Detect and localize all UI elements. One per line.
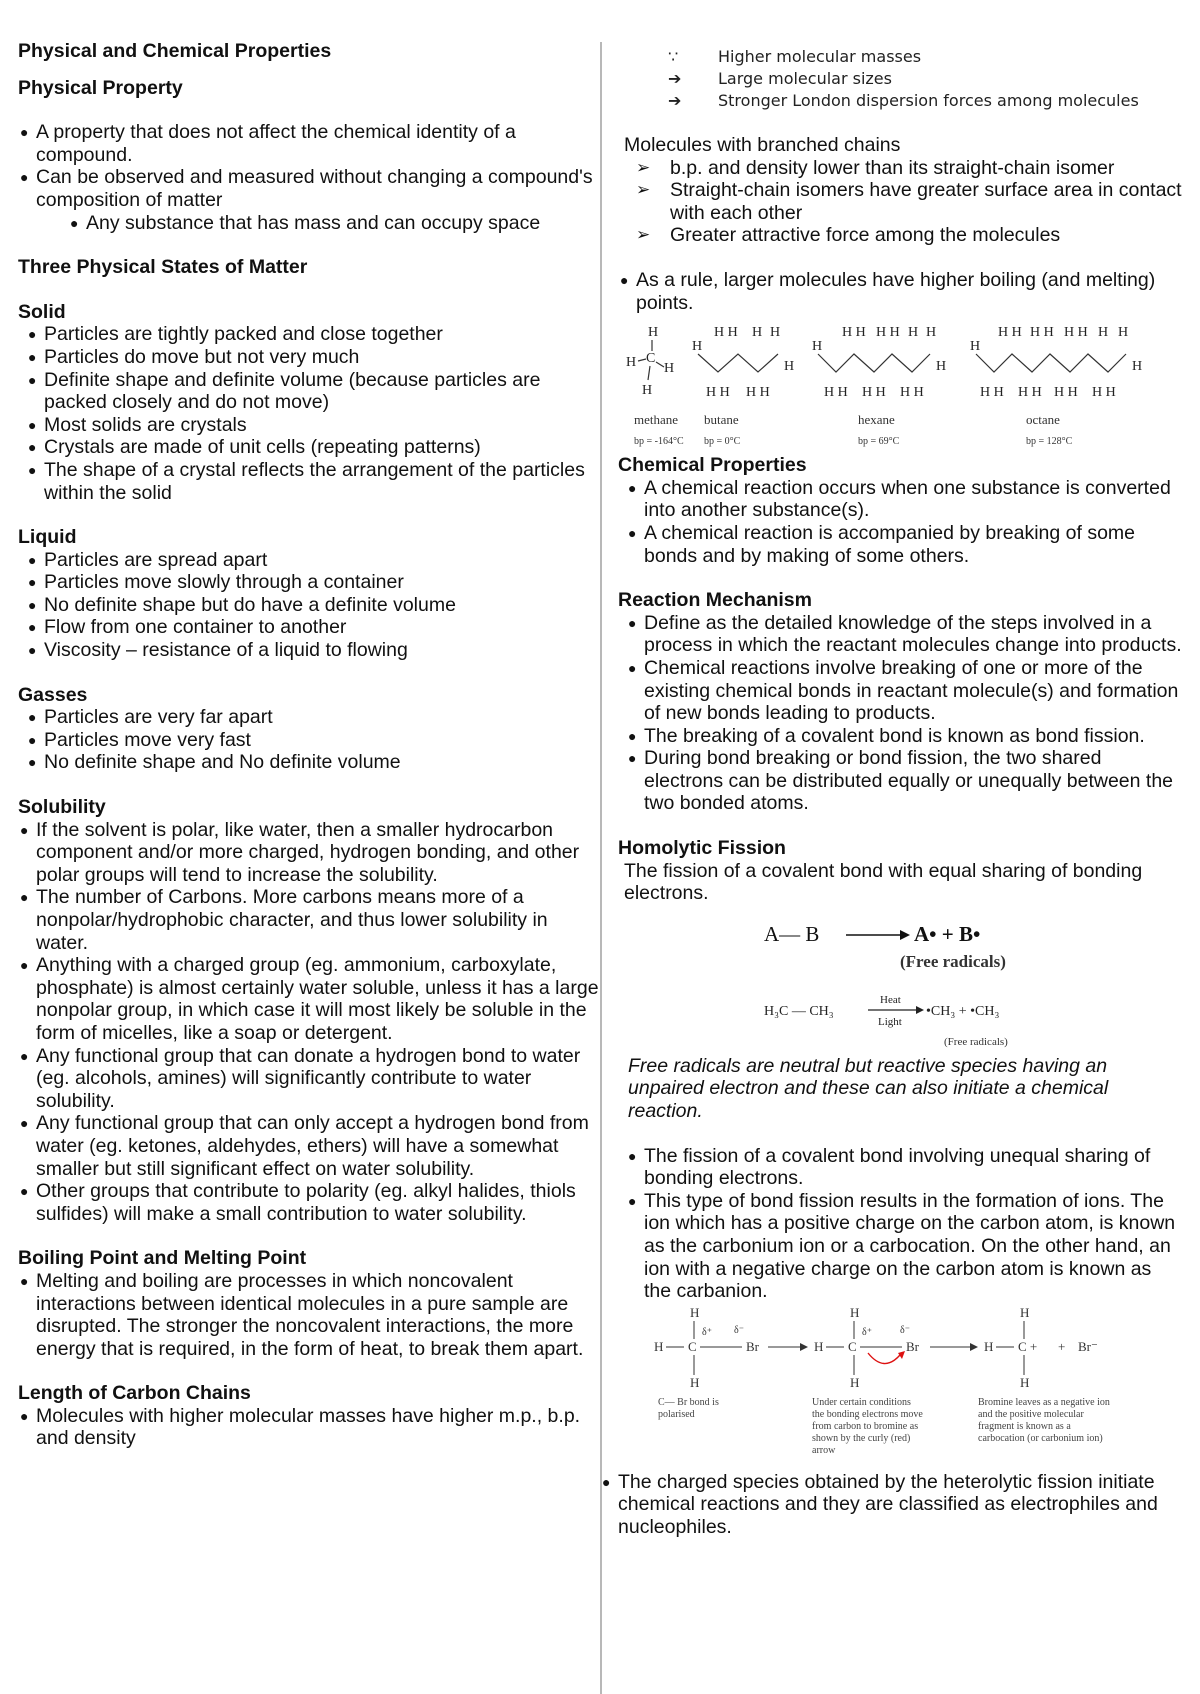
svg-text:H: H <box>850 1304 860 1320</box>
bullet-icon: ● <box>28 348 37 365</box>
solubility-heading: Solubility <box>18 796 106 819</box>
list-item: ● A chemical reaction is accompanied by breaking of some bonds and by making of some others. <box>628 521 1136 567</box>
svg-text:C: C <box>848 1338 857 1354</box>
bullet-icon: ● <box>20 169 29 186</box>
list-item: ➔ Large molecular sizes <box>668 69 892 88</box>
svg-text:H: H <box>648 325 659 341</box>
liquid-heading: Liquid <box>18 526 77 549</box>
bullet-icon: ● <box>20 1183 29 1200</box>
svg-text:δ⁻: δ⁻ <box>734 1324 744 1336</box>
list-item: ● Most solids are crystals <box>28 413 247 436</box>
svg-text:H H: H H <box>980 385 1004 401</box>
svg-text:H: H <box>1132 359 1143 375</box>
reaction-mechanism-list <box>618 612 1183 815</box>
list-item: ● Particles do move but not very much <box>28 345 360 368</box>
svg-text:H: H <box>784 359 795 375</box>
list-item: ● Any substance that has mass and can occupy space <box>70 211 541 234</box>
svg-text:H H: H H <box>1030 325 1054 341</box>
svg-text:H H: H H <box>1092 385 1116 401</box>
list-item: ● The charged species obtained by the heterolytic fission initiate chemical reactions and they are classified as electrophiles and nucleophiles. <box>602 1470 1158 1538</box>
alkane-bp: bp = 69°C <box>858 436 900 448</box>
list-item: ➢ Straight-chain isomers have greater surface area in contact with each other <box>636 179 1182 224</box>
alkane-bp: bp = 0°C <box>704 436 741 448</box>
svg-text:H H: H H <box>824 385 848 401</box>
eq1-arrowhead <box>900 930 910 940</box>
alkane-name: butane <box>704 412 739 428</box>
because-note <box>618 46 1183 112</box>
bullet-icon: ● <box>28 551 37 568</box>
list-item: ● Flow from one container to another <box>28 616 347 639</box>
alkane-structures-figure <box>618 314 1183 454</box>
svg-text:H: H <box>690 1374 700 1390</box>
heat-label: Heat <box>880 993 901 1006</box>
svg-text:H H: H H <box>998 325 1022 341</box>
svg-text:C: C <box>688 1338 697 1354</box>
list-item: ● No definite shape but do have a definite volume <box>28 593 456 616</box>
svg-text:H H: H H <box>1054 385 1078 401</box>
svg-text:H: H <box>812 339 823 355</box>
list-item: ● Particles are tightly packed and close together <box>28 323 443 346</box>
physical-property-list <box>18 121 600 211</box>
svg-text:H: H <box>850 1374 860 1390</box>
caption-3: Bromine leaves as a negative ion and the positive molecular fragment is known as a carbocation (or carbonium ion) <box>978 1396 1110 1444</box>
eq2-arrowhead <box>916 1006 924 1014</box>
carbon-chains-list <box>18 1405 600 1450</box>
svg-text:δ⁺: δ⁺ <box>862 1326 872 1338</box>
list-item: ● Particles are spread apart <box>28 548 268 571</box>
svg-text:H: H <box>926 325 937 341</box>
bullet-icon: ● <box>20 1047 29 1064</box>
bullet-icon: ● <box>70 214 79 231</box>
physical-sub-list <box>18 212 600 235</box>
bullet-icon: ● <box>628 1192 637 1209</box>
bullet-icon: ● <box>20 957 29 974</box>
svg-text:H H: H H <box>706 385 730 401</box>
final-list <box>600 1471 1183 1539</box>
list-item: ● Chemical reactions involve breaking of one or more of the existing chemical bonds in reactant molecule(s) and formation of new bonds leading to products. <box>628 656 1179 725</box>
reaction-mechanism-heading: Reaction Mechanism <box>618 589 812 612</box>
octane-structure <box>970 325 1142 400</box>
svg-text:H: H <box>970 339 981 355</box>
list-item: ● No definite shape and No definite volume <box>28 751 401 774</box>
svg-text:δ⁺: δ⁺ <box>702 1326 712 1338</box>
alkane-bp: bp = 128°C <box>1026 436 1073 448</box>
svg-text:Br: Br <box>906 1338 919 1354</box>
alkane-name: methane <box>634 412 679 428</box>
branched-intro: Molecules with branched chains <box>624 134 901 156</box>
bullet-icon: ● <box>628 479 637 496</box>
arrow-icon: ➔ <box>668 69 682 88</box>
svg-text:H H: H H <box>714 325 738 341</box>
gasses-heading: Gasses <box>18 683 88 706</box>
gasses-list <box>18 706 600 774</box>
list-item: ● The breaking of a covalent bond is known as bond fission. <box>628 724 1145 747</box>
list-item: ➢ b.p. and density lower than its straight-chain isomer <box>636 156 1115 179</box>
list-item: ● As a rule, larger molecules have higher boiling (and melting) points. <box>620 268 1156 314</box>
right-column <box>602 46 1183 1539</box>
bullet-icon: ● <box>628 727 637 744</box>
list-item: ● Viscosity – resistance of a liquid to flowing <box>28 639 408 662</box>
arrow-icon: ➔ <box>668 91 682 110</box>
bullet-icon: ● <box>28 326 37 343</box>
svg-text:C: C <box>646 351 656 367</box>
svg-text:H: H <box>984 1338 994 1354</box>
caption-1: C— Br bond is polarised <box>658 1396 719 1420</box>
svg-text:H H: H H <box>862 385 886 401</box>
list-item: ● If the solvent is polar, like water, then a smaller hydrocarbon component and/or more charged, hydrogen bonding, and other polar groups will tend to increase the solubility. <box>20 818 580 886</box>
bullet-icon: ● <box>28 709 37 726</box>
svg-text:H H: H H <box>746 385 770 401</box>
carbon-chains-heading: Length of Carbon Chains <box>18 1382 251 1405</box>
list-item: ● Can be observed and measured without changing a compound's composition of matter <box>20 166 593 211</box>
svg-text:Br⁻: Br⁻ <box>1078 1338 1098 1354</box>
eq2-right: •CH₃ + •CH₃ <box>926 1003 1000 1019</box>
list-item: ● Crystals are made of unit cells (repeating patterns) <box>28 436 481 459</box>
bullet-icon: ● <box>628 750 637 767</box>
list-item: ● Melting and boiling are processes in which noncovalent interactions between identical molecules in a pure sample are disrupted. The stronger the noncovalent interactions, the more energy that is required, in the form of heat, to break them apart. <box>20 1269 584 1360</box>
heterolytic-list <box>618 1145 1183 1303</box>
list-item: ● A chemical reaction occurs when one substance is converted into another substance(s). <box>628 476 1171 522</box>
svg-text:H: H <box>814 1338 824 1354</box>
svg-text:H: H <box>1098 325 1109 341</box>
branched-list <box>618 157 1183 247</box>
list-item: ● This type of bond fission results in the formation of ions. The ion which has a positive charge on the carbon atom, is known as the carbonium ion or a carbocation. On the other hand, an ion with a negative charge on the carbon atom is known as the carbanion. <box>628 1189 1176 1303</box>
bullet-icon: ● <box>620 271 629 288</box>
bullet-icon: ● <box>28 461 37 478</box>
homolytic-heading: Homolytic Fission <box>618 837 786 860</box>
list-item: ∵ Higher molecular masses <box>668 47 922 66</box>
methane-structure <box>626 325 674 398</box>
free-radicals-label: (Free radicals) <box>900 951 1006 971</box>
bullet-icon: ● <box>28 439 37 456</box>
svg-text:H: H <box>664 361 675 377</box>
homolytic-definition: The fission of a covalent bond with equal sharing of bonding electrons. <box>624 859 1143 905</box>
bullet-icon: ● <box>20 1115 29 1132</box>
bullet-icon: ● <box>20 1272 29 1289</box>
bullet-icon: ● <box>628 1147 637 1164</box>
bp-mp-list <box>18 1270 600 1360</box>
list-item: ● Other groups that contribute to polarity (eg. alkyl halides, thiols sulfides) will make a small contribution to water solubility. <box>20 1180 576 1225</box>
svg-text:H: H <box>692 339 703 355</box>
list-item: ● Any functional group that can donate a hydrogen bond to water (eg. alcohols, amines) will significantly contribute to water solubility. <box>20 1044 581 1112</box>
bullet-icon: ● <box>28 371 37 388</box>
svg-text:H: H <box>908 325 919 341</box>
svg-text:H H: H H <box>876 325 900 341</box>
arrowhead-icon: ➢ <box>636 180 651 200</box>
solid-heading: Solid <box>18 300 66 323</box>
curly-arrow-icon <box>868 1353 900 1364</box>
bullet-icon: ● <box>28 754 37 771</box>
list-item: ● The number of Carbons. More carbons means more of a nonpolar/hydrophobic character, and thus lower solubility in water. <box>20 886 548 954</box>
list-item: ● Particles move slowly through a container <box>28 571 404 594</box>
svg-text:Br: Br <box>746 1338 759 1354</box>
svg-text:H: H <box>654 1338 664 1354</box>
svg-text:H H: H H <box>842 325 866 341</box>
bullet-icon: ● <box>20 124 29 141</box>
svg-text:H: H <box>1020 1304 1030 1320</box>
alkane-name: hexane <box>858 412 895 428</box>
bullet-icon: ● <box>28 619 37 636</box>
left-column <box>18 40 600 1450</box>
physical-property-heading: Physical Property <box>18 76 183 99</box>
bullet-icon: ● <box>628 659 637 676</box>
homolytic-equation-figure <box>618 905 1183 1055</box>
bullet-icon: ● <box>20 1407 29 1424</box>
svg-text:H: H <box>690 1304 700 1320</box>
list-item: ● Anything with a charged group (eg. ammonium, carboxylate, phosphate) is almost certainly water soluble, unless it has a large nonpolar group, in which case it will most likely be soluble in the form of micelles, like a soap or detergent. <box>20 954 599 1044</box>
svg-text:H: H <box>752 325 763 341</box>
eq1-left: A— B <box>764 921 820 946</box>
list-item: ● Particles move very fast <box>28 728 251 751</box>
heterolytic-mechanism-figure <box>618 1303 1183 1471</box>
svg-text:H: H <box>642 383 653 399</box>
light-label: Light <box>878 1015 902 1028</box>
list-item: ● Particles are very far apart <box>28 706 273 729</box>
eq2-left: H₃C — CH₃ <box>764 1003 834 1019</box>
svg-text:H: H <box>1020 1374 1030 1390</box>
rule-list <box>618 269 1183 314</box>
states-heading: Three Physical States of Matter <box>18 256 308 279</box>
free-radicals-small-label: (Free radicals) <box>944 1035 1008 1048</box>
svg-text:H H: H H <box>1018 385 1042 401</box>
arrowhead-icon: ➢ <box>636 225 651 245</box>
svg-text:H: H <box>770 325 781 341</box>
list-item: ➢ Greater attractive force among the molecules <box>636 224 1061 247</box>
bullet-icon: ● <box>28 731 37 748</box>
because-icon: ∵ <box>668 47 679 66</box>
bp-mp-heading: Boiling Point and Melting Point <box>18 1247 307 1270</box>
list-item: ➔ Stronger London dispersion forces among molecules <box>668 91 1139 110</box>
free-radicals-note: Free radicals are neutral but reactive species having an unpaired electron and these can also initiate a chemical reaction. <box>628 1054 1109 1123</box>
svg-text:C +: C + <box>1018 1338 1038 1354</box>
svg-text:H: H <box>936 359 947 375</box>
arrowhead-icon: ➢ <box>636 157 651 177</box>
liquid-list <box>18 549 600 662</box>
bullet-icon: ● <box>28 642 37 659</box>
alkane-name: octane <box>1026 412 1060 428</box>
bullet-icon: ● <box>602 1473 611 1490</box>
svg-text:H: H <box>626 355 637 371</box>
bullet-icon: ● <box>28 574 37 591</box>
list-item: ● Any functional group that can only accept a hydrogen bond from water (eg. ketones, aldehydes, ethers) will have a somewhat smaller but still significant effect on water solubility. <box>20 1112 589 1180</box>
list-item: ● Define as the detailed knowledge of the steps involved in a process in which the reactant molecules change into products. <box>628 611 1182 657</box>
caption-2: Under certain conditions the bonding electrons move from carbon to bromine as shown by the curly (red) arrow <box>812 1396 923 1456</box>
list-item: ● During bond breaking or bond fission, the two shared electrons can be distributed equally or unequally between the two bonded atoms. <box>628 747 1174 815</box>
butane-structure <box>692 325 794 400</box>
svg-text:H: H <box>1118 325 1129 341</box>
list-item: ● The shape of a crystal reflects the arrangement of the particles within the solid <box>28 458 585 504</box>
svg-text:H H: H H <box>900 385 924 401</box>
eq1-right: A• + B• <box>914 921 981 946</box>
svg-text:+: + <box>1058 1338 1066 1354</box>
column-divider <box>600 42 602 1694</box>
list-item: ● A property that does not affect the chemical identity of a compound. <box>20 121 516 166</box>
bullet-icon: ● <box>628 614 637 631</box>
page-title: Physical and Chemical Properties <box>18 40 332 62</box>
solid-list <box>18 323 600 504</box>
chemical-properties-heading: Chemical Properties <box>618 454 807 477</box>
svg-text:H H: H H <box>1064 325 1088 341</box>
hexane-structure <box>812 325 946 400</box>
svg-text:δ⁻: δ⁻ <box>900 1324 910 1336</box>
bullet-icon: ● <box>28 596 37 613</box>
bullet-icon: ● <box>20 889 29 906</box>
list-item: ● Molecules with higher molecular masses have higher m.p., b.p. and density <box>20 1404 581 1450</box>
list-item: ● The fission of a covalent bond involving unequal sharing of bonding electrons. <box>628 1144 1151 1190</box>
list-item: ● Definite shape and definite volume (because particles are packed closely and do not move) <box>28 368 541 414</box>
bullet-icon: ● <box>20 821 29 838</box>
alkane-bp: bp = -164°C <box>634 436 684 448</box>
solubility-list <box>18 819 600 1226</box>
chemical-properties-list <box>618 477 1183 567</box>
bullet-icon: ● <box>28 416 37 433</box>
bullet-icon: ● <box>628 524 637 541</box>
